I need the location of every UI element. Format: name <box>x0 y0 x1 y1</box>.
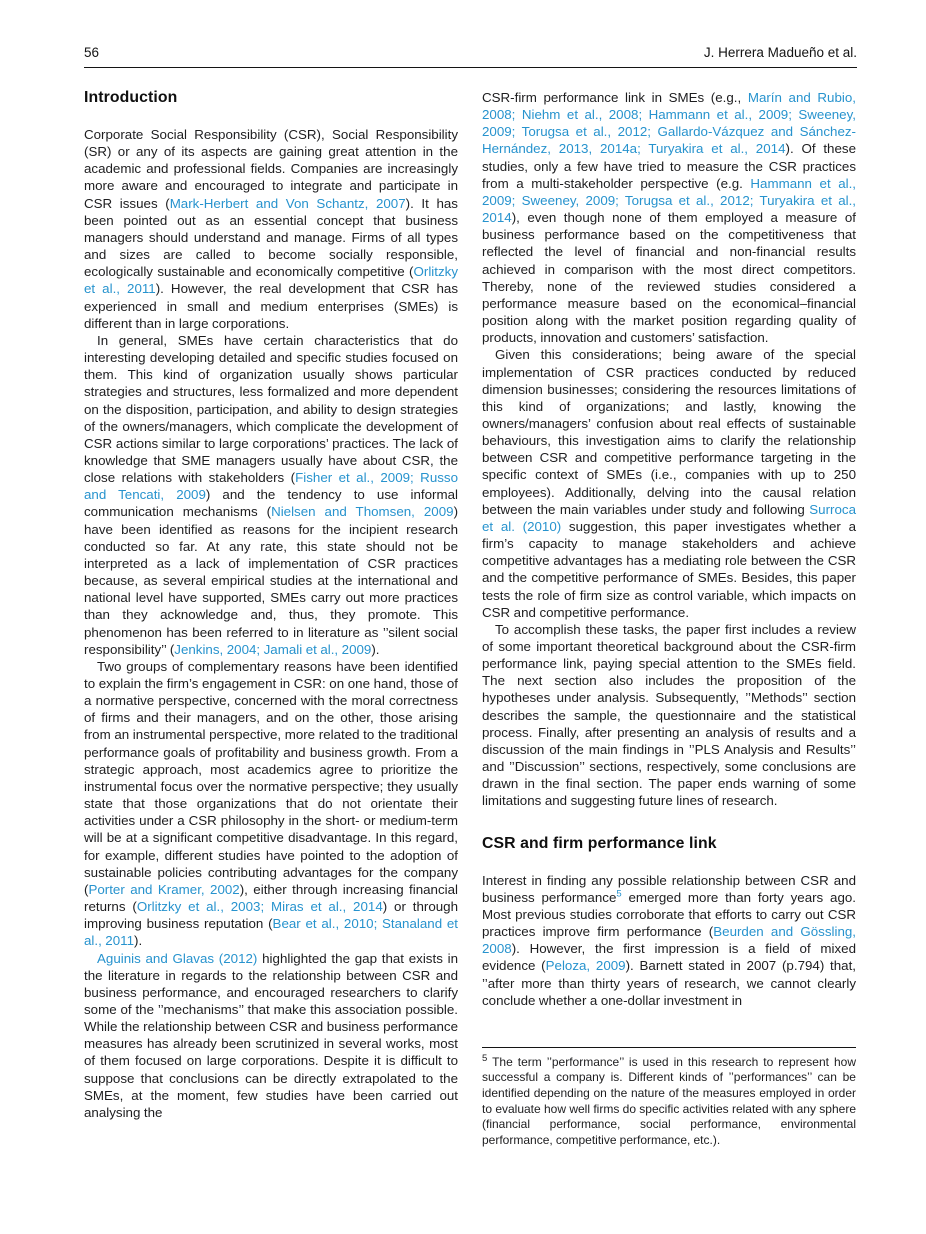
left-column <box>84 89 458 1148</box>
left-column-paragraphs <box>84 126 458 1121</box>
paragraph: Given this considerations; being aware of the special implementation of CSR practices conducted by reduced dimension businesses; considering the resources limitations of this kind of organizations; and lastly, knowing the owners/managers’ confusion about real effects of sustainable behaviours, this investigation aims to clarify the relationship between CSR and competitive performance targeting in the specific context of SMEs (i.e., companies with up to 250 employees). Additionally, delving into the causal relation between the main variables under study and following Surroca et al. (2010) suggestion, this paper investigates whether a firm’s capacity to manage stakeholders and achieve competitive advantages has a mediating role between the CSR and the competitive performance of SMEs. Besides, this paper tests the role of firm size as control variable, which impacts on CSR and competitive performance. <box>482 347 856 620</box>
footnote-block <box>482 1047 856 1149</box>
citation-link[interactable]: Orlitzky et al., 2003; Miras et al., 2014 <box>136 899 383 915</box>
paragraph: Two groups of complementary reasons have been identified to explain the firm’s engagement in CSR: on one hand, those of a normative perspective, concerned with the moral correctness of firms and their managers, and on the other, those arising from an instrumental perspective, more related to the traditional performance goals of profitability and business growth. From a strategic approach, most academics agree to prioritize the instrumental focus over the normative perspective; they usually state that those organizations that do not orientate their activities under a CSR philosophy in the short- or medium-term will be at a significant competitive disadvantage. In this regard, for example, different studies have pointed to the adoption of sustainable policies contributing advantages for the company (Porter and Kramer, 2002), either through increasing financial returns (Orlitzky et al., 2003; Miras et al., 2014) or through improving business reputation (Bear et al., 2010; Stanaland et al., 2011). <box>84 658 458 949</box>
footnote-reference-link[interactable]: 5 <box>616 888 622 900</box>
footnote-text <box>482 1052 856 1149</box>
paragraph: Interest in finding any possible relationship between CSR and business performance$^5$ emerged more than forty years ago. Most previous studies corroborate that efforts to carry out CSR practices improve firm performance (Beurden and Gössling, 2008). However, the first impression is a field of mixed evidence (Peloza, 2009). Barnett stated in 2007 (p.794) that, ’’after more than thirty years of research, we cannot clearly conclude whether a one-dollar investment in <box>482 872 856 1008</box>
citation-link[interactable]: Aguinis and Glavas (2012) <box>97 950 258 966</box>
citation-link[interactable]: Bear et al., 2010; Stanaland et al., 2011 <box>84 916 458 949</box>
introduction-heading: Introduction <box>84 89 178 106</box>
citation-link[interactable]: Orlitzky et al., 2011 <box>84 264 458 297</box>
citation-link[interactable]: Surroca et al. (2010) <box>482 501 856 534</box>
running-head-authors: J. Herrera Madueño et al. <box>703 45 857 60</box>
right-column <box>482 89 856 1148</box>
citation-link[interactable]: Fisher et al., 2009; Russo and Tencati, 2009 <box>84 470 459 503</box>
footnote-reference <box>616 888 621 899</box>
citation-link[interactable]: Mark-Herbert and Von Schantz, 2007 <box>169 195 406 211</box>
citation-link[interactable]: Hammann et al., 2009; Sweeney, 2009; Torugsa et al., 2012; Turyakira et al., 2014 <box>482 175 857 226</box>
paragraph: $^5$ The term ’’performance’’ is used in this research to represent how successful a company is. Different kinds of ’’performances’’ can be identified depending on the nature of the measures employed in order to evaluate how well firms do specific activities related with any sphere (financial performance, social performance, environmental performance, competitive performance, etc.). <box>482 1052 856 1147</box>
citation-link[interactable]: Peloza, 2009 <box>545 958 626 974</box>
citation-link[interactable]: Jenkins, 2004; Jamali et al., 2009 <box>174 641 372 657</box>
citation-link[interactable]: Marín and Rubio, 2008; Niehm et al., 2008; Hammann et al., 2009; Sweeney, 2009; Torugsa et al., 2012; Gallardo-Vázquez and Sánchez-Hernández, 2013, 2014a; Turyakira et al., 2014 <box>482 90 856 157</box>
paragraph: To accomplish these tasks, the paper first includes a review of some important theoretical background about the CSR-firm performance link, paying special attention to the SMEs field. The next section also includes the proposition of the hypotheses under analysis. Subsequently, ’’Methods’’ section describes the sample, the questionnaire and the statistical process. Finally, after presenting an analysis of results and a discussion of the main findings in ’’PLS Analysis and Results’’ and ’’Discussion’’ sections, respectively, some conclusions are drawn in the final section. The paper ends warning of some limitations and suggesting future lines of research. <box>482 621 856 809</box>
paragraph: CSR-firm performance link in SMEs (e.g., Marín and Rubio, 2008; Niehm et al., 2008; Hammann et al., 2009; Sweeney, 2009; Torugsa et al., 2012; Gallardo-Vázquez and Sánchez-Hernández, 2013, 2014a; Turyakira et al., 2014). Of these studies, only a few have tried to measure the CSR practices from a multi-stakeholder perspective (e.g. Hammann et al., 2009; Sweeney, 2009; Torugsa et al., 2012; Turyakira et al., 2014), even though none of them employed a measure of business performance based on the competitiveness that reflected the level of financial and non-financial results achieved in comparison with the most direct competitors. Thereby, none of the reviewed studies considered a performance measure based on the economical–financial position along with the market position regarding quality of products, innovation and customers’ satisfaction. <box>482 90 857 346</box>
right-column-section-paragraphs <box>482 872 856 1009</box>
paragraph: In general, SMEs have certain characteristics that do interesting developing detailed and specific studies focused on them. This kind of organization usually shows particular strategies and structures, less formalized and more dependent on the disposition, participation, and ability to design strategies of the owners/managers, which complicate the development of CSR actions similar to large corporations’ practices. The lack of knowledge that SME managers usually have about CSR, the close relations with stakeholders (Fisher et al., 2009; Russo and Tencati, 2009) and the tendency to use informal communication mechanisms (Nielsen and Thomsen, 2009) have been identified as reasons for the incipient research conducted so far. At any rate, this state should not be interpreted as a lack of implementation of CSR practices because, as several empirical studies at the international and national level have supported, SMEs carry out more practices than they acknowledge and, thus, they promote. This phenomenon has been referred to in literature as ’’silent social responsibility’’ (Jenkins, 2004; Jamali et al., 2009). <box>84 332 459 657</box>
paragraph: Corporate Social Responsibility (CSR), Social Responsibility (SR) or any of its aspects are gaining great attention in the academic and professional fields. Companies are increasingly more aware and encouraged to integrate and participate in CSR issues (Mark-Herbert and Von Schantz, 2007). It has been pointed out as an essential concept that business managers should understand and manage. Firms of all types and sizes are called to become socially responsible, ecologically sustainable and economically competitive (Orlitzky et al., 2011). However, the real development that CSR has experienced in small and medium enterprises (SMEs) is different than in large corporations. <box>84 127 459 331</box>
running-header <box>84 0 857 68</box>
page-sheet <box>84 0 857 1148</box>
citation-link[interactable]: Porter and Kramer, 2002 <box>88 881 240 897</box>
right-column-top-paragraphs <box>482 89 856 810</box>
citation-link[interactable]: Nielsen and Thomsen, 2009 <box>271 504 454 520</box>
footnote-marker: 5 <box>482 1052 488 1064</box>
citation-link[interactable]: Beurden and Gössling, 2008 <box>482 924 856 957</box>
paragraph: Aguinis and Glavas (2012) highlighted the gap that exists in the literature in regards to the relationship between CSR and business performance, and encouraged researchers to clarify some of the ’’mechanisms’’ that make this association possible. While the relationship between CSR and business performance measures has already been scrutinized in several works, most of them focused on large corporations. Despite it is difficult to suppose that conclusions can be directly extrapolated to the SMEs, at the moment, few studies have been carried out analysing the <box>84 950 458 1120</box>
page-number: 56 <box>84 45 100 60</box>
csr-firm-performance-heading: CSR and firm performance link <box>482 834 717 852</box>
